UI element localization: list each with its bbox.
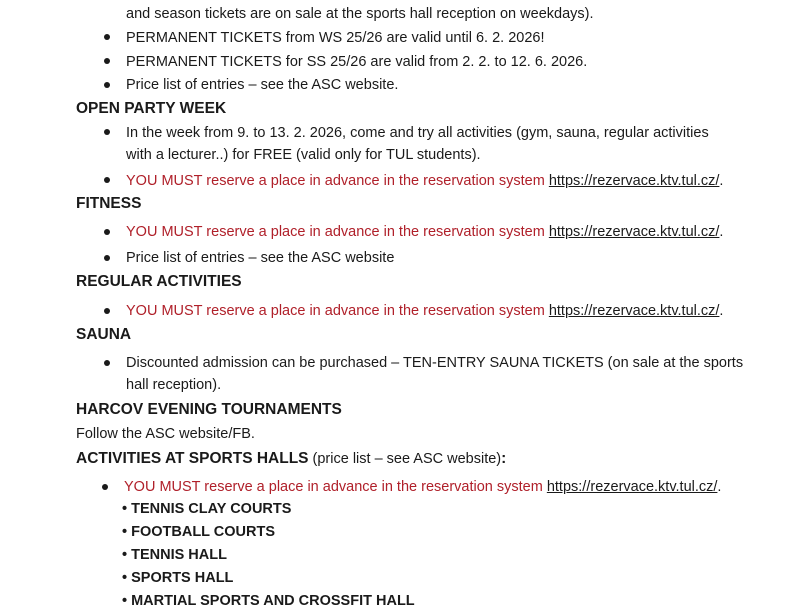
reserve-notice: YOU MUST reserve a place in advance in the reservation system <box>126 173 549 189</box>
bullet-icon <box>104 255 110 261</box>
bullet-icon <box>104 308 110 314</box>
fitness-price-list: Price list of entries – see the ASC website <box>126 250 395 266</box>
fitness-reserve-line <box>126 223 723 241</box>
reserve-end: . <box>719 173 724 189</box>
reservation-link[interactable]: https://rezervace.ktv.tul.cz/ <box>546 479 718 495</box>
reservation-link[interactable]: https://rezervace.ktv.tul.cz/ <box>548 173 720 189</box>
reservation-link[interactable]: https://rezervace.ktv.tul.cz/ <box>548 303 720 319</box>
bullet-icon <box>102 484 108 490</box>
reserve-end: . <box>719 224 724 240</box>
sauna-text-line2: hall reception). <box>126 377 222 393</box>
intro-price-list: Price list of entries – see the ASC website. <box>126 77 399 93</box>
hall-item-sports-hall: • SPORTS HALL <box>122 570 234 586</box>
hall-item-football-courts: • FOOTBALL COURTS <box>122 524 276 540</box>
bullet-icon <box>104 360 110 366</box>
reserve-end: . <box>717 479 722 495</box>
reserve-notice: YOU MUST reserve a place in advance in the reservation system <box>126 224 549 240</box>
heading-harcov-tournaments: HARCOV EVENING TOURNAMENTS <box>76 401 342 418</box>
reservation-link[interactable]: https://rezervace.ktv.tul.cz/ <box>548 224 720 240</box>
open-party-reserve-line <box>126 172 723 190</box>
halls-reserve-line <box>124 478 721 496</box>
heading-sports-halls-title: ACTIVITIES AT SPORTS HALLS <box>76 450 309 467</box>
bullet-icon <box>104 129 110 135</box>
hall-item-martial-crossfit-hall: • MARTIAL SPORTS AND CROSSFIT HALL <box>122 593 415 609</box>
open-party-text-line1: In the week from 9. to 13. 2. 2026, come and try all activities (gym, sauna, regular activities <box>126 125 709 141</box>
intro-text-continued: and season tickets are on sale at the sports hall reception on weekdays). <box>126 6 594 22</box>
bullet-icon <box>104 177 110 183</box>
heading-sauna: SAUNA <box>76 326 132 343</box>
harcov-text: Follow the ASC website/FB. <box>76 426 255 442</box>
open-party-text-line2: with a lecturer..) for FREE (valid only for TUL students). <box>126 147 481 163</box>
heading-sports-halls-note: (price list – see ASC website) <box>308 451 502 467</box>
reserve-end: . <box>719 303 724 319</box>
hall-item-tennis-hall: • TENNIS HALL <box>122 547 227 563</box>
sauna-text-line1: Discounted admission can be purchased – TEN-ENTRY SAUNA TICKETS (on sale at the sports <box>126 355 744 371</box>
reserve-notice: YOU MUST reserve a place in advance in the reservation system <box>124 479 547 495</box>
reserve-notice: YOU MUST reserve a place in advance in the reservation system <box>126 303 549 319</box>
intro-permanent-ws: PERMANENT TICKETS from WS 25/26 are valid until 6. 2. 2026! <box>126 30 545 46</box>
bullet-icon <box>104 58 110 64</box>
bullet-icon <box>104 34 110 40</box>
heading-sports-halls-end: : <box>501 450 507 467</box>
heading-regular-activities: REGULAR ACTIVITIES <box>76 273 242 290</box>
hall-item-tennis-clay-courts: • TENNIS CLAY COURTS <box>122 501 292 517</box>
heading-sports-halls <box>76 450 506 468</box>
bullet-icon <box>104 82 110 88</box>
regular-reserve-line <box>126 302 723 320</box>
intro-permanent-ss: PERMANENT TICKETS for SS 25/26 are valid from 2. 2. to 12. 6. 2026. <box>126 54 588 70</box>
bullet-icon <box>104 229 110 235</box>
heading-fitness: FITNESS <box>76 195 142 212</box>
heading-open-party-week: OPEN PARTY WEEK <box>76 100 227 117</box>
